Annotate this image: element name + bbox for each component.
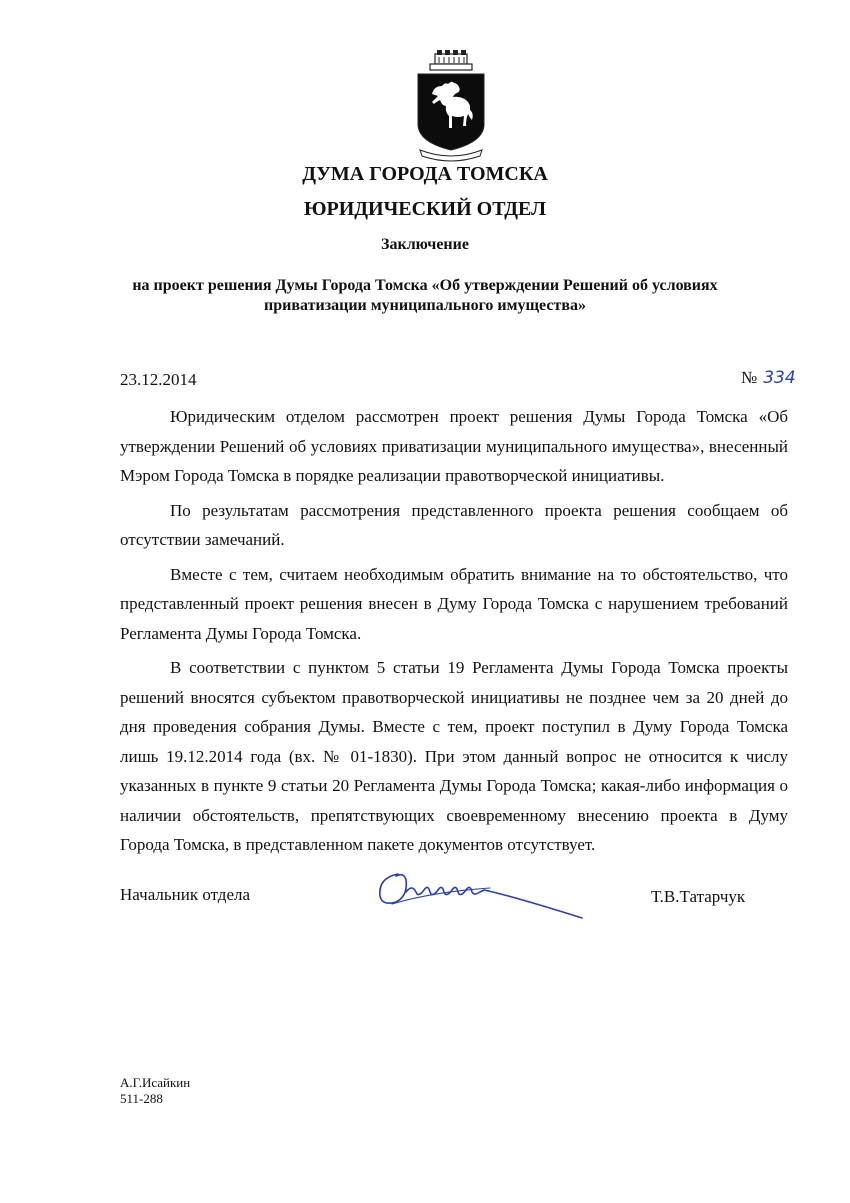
subject-line-1: на проект решения Думы Города Томска «Об утверждении Решений об условиях [132, 277, 718, 294]
organization-title: ДУМА ГОРОДА ТОМСКА [302, 163, 548, 185]
number-label: № [741, 368, 758, 387]
handwritten-signature [372, 862, 584, 922]
crown-icon [430, 50, 472, 70]
paragraph-1: Юридическим отделом рассмотрен проект решения Думы Города Томска «Об утверждении Решений об условиях приватизации муниципального имущества», внесенный Мэром Города Томска в порядке реализации правотворческой инициативы. [120, 407, 788, 485]
number-value: 334 [763, 368, 796, 388]
document-body [120, 402, 788, 860]
tomsk-coat-of-arms-icon [408, 50, 494, 162]
document-subject [0, 276, 850, 316]
paragraph-4: В соответствии с пунктом 5 статьи 19 Регламента Думы Города Томска проекты решений вносятся субъектом правотворческой инициативы не позднее чем за 20 дней до дня проведения собрания Думы. Вместе с тем, проект поступил в Думу Города Томска лишь 19.12.2014 года (вх. № 01-1830). При этом данный вопрос не относится к числу указанных в пункте 9 статьи 20 Регламента Думы Города Томска; какая-либо информация о наличии обстоятельств, препятствующих своевременному внесению проекта в Думу Города Томска, в представленном пакете документов отсутствует. [120, 658, 788, 854]
signer-name: Т.В.Татарчук [651, 887, 746, 906]
executor-phone: 511-288 [120, 1091, 163, 1106]
signer-position: Начальник отдела [120, 885, 251, 904]
document-type: Заключение [381, 236, 469, 253]
document-date: 23.12.2014 [120, 370, 197, 389]
executor-name: А.Г.Исайкин [120, 1075, 191, 1090]
ribbon-icon [420, 150, 482, 161]
executor-info [120, 1075, 190, 1107]
department-title: ЮРИДИЧЕСКИЙ ОТДЕЛ [303, 198, 547, 220]
paragraph-2: По результатам рассмотрения представленного проекта решения сообщаем об отсутствии замечаний. [120, 500, 788, 549]
subject-line-2: приватизации муниципального имущества» [264, 297, 586, 314]
paragraph-3: Вместе с тем, считаем необходимым обратить внимание на то обстоятельство, что представленный проект решения внесен в Думу Города Томска с нарушением требований Регламента Думы Города Томска. [120, 564, 788, 643]
document-number [741, 368, 796, 388]
